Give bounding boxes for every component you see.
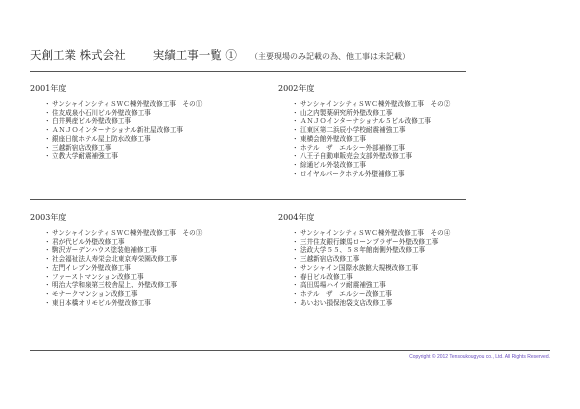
bullet-mark: ・ [292,126,299,135]
project-item [292,135,518,144]
bullet-mark: ・ [292,255,299,264]
project-item [292,126,518,135]
project-name: サンシャインシティＳＷＣ棟外壁改修工事 その③ [52,229,203,237]
project-name: 君が代ビル外壁改修工事 [52,237,125,246]
section-year: 2004年度 [278,213,315,222]
project-name: ＡＮＪＯインターナショナル５ビル改修工事 [300,117,432,126]
project-item [292,144,518,153]
bullet-mark: ・ [44,263,51,272]
project-name: 駒沢ガーデンハウス塗装他補修工事 [52,246,157,255]
bullet-mark: ・ [292,272,299,281]
project-item [292,229,518,238]
project-item [292,273,518,282]
project-name: ＡＮＪＯインターナショナル新社屋改修工事 [52,126,184,135]
project-item [292,246,518,255]
project-item [44,290,270,299]
project-name: 綜通ビル外装改修工事 [300,160,366,169]
project-item [44,117,270,126]
section-2002 [278,83,518,178]
bullet-mark: ・ [292,160,299,169]
bullet-mark: ・ [44,246,51,255]
project-list [292,229,518,307]
bullet-mark: ・ [292,246,299,255]
project-item [44,100,270,109]
document-header [30,44,410,63]
project-item [292,161,518,170]
bullet-mark: ・ [292,169,299,178]
project-name: ホテル ザ エルシー改修工事 [300,289,392,298]
bullet-mark: ・ [44,255,51,264]
project-name: 左門イレブン外壁改修工事 [52,263,131,272]
project-name: 東横会館外壁改修工事 [300,134,366,143]
bullet-mark: ・ [44,108,51,117]
project-name: 三井住友銀行練馬ローンプラザー外壁改修工事 [300,237,439,246]
project-item [292,299,518,308]
project-name: 社会福祉法人寿栄会北東京寿栄園改修工事 [52,255,178,264]
project-name: 立教大学耐震補強工事 [52,152,118,161]
bullet-mark: ・ [44,298,51,307]
project-item [44,144,270,153]
project-name: 山之内製薬研究所外壁改修工事 [300,108,393,117]
project-name: 東日本橋オリモビル外壁改修工事 [52,298,151,307]
bullet-mark: ・ [44,229,51,237]
project-item [44,229,270,238]
bullet-mark: ・ [44,100,51,108]
project-item [292,100,518,109]
bullet-mark: ・ [292,134,299,143]
project-name: 白井興産ビル外壁改修工事 [52,117,132,126]
bullet-mark: ・ [44,237,51,246]
project-item [44,152,270,161]
section-year: 2001年度 [30,84,67,93]
company-name: 天創工業 株式会社 [30,48,126,62]
project-item [292,264,518,273]
project-list [44,100,270,161]
bullet-mark: ・ [44,117,51,126]
top-divider [30,71,466,72]
project-item [292,117,518,126]
bottom-divider [30,350,550,351]
bullet-mark: ・ [44,126,51,135]
project-name: 三越新宿店改修工事 [52,143,112,152]
bullet-mark: ・ [292,108,299,117]
project-name: 住友成泉小石川ビル外壁改修工事 [52,108,151,117]
bullet-mark: ・ [44,281,51,290]
project-name: 八王子自動車販売会支部外壁改修工事 [300,152,413,161]
project-name: 江東区第二浜辰小学校耐震補強工事 [300,126,406,135]
project-name: 春日ビル改修工事 [300,272,353,281]
document-title: 実績工事一覧 ① [152,48,237,62]
project-name: ファーストマンション改修工事 [52,272,144,281]
bullet-mark: ・ [44,134,51,143]
project-item [292,290,518,299]
bullet-mark: ・ [292,263,299,272]
project-name: サンシャインシティＳＷＣ棟外壁改修工事 その① [52,100,203,108]
project-name: モナークマンション改修工事 [52,289,138,298]
bullet-mark: ・ [44,289,51,298]
project-item [292,255,518,264]
project-name: 法政大学５５、５８年館南側外壁改修工事 [300,246,426,255]
bullet-mark: ・ [292,237,299,246]
project-item [44,255,270,264]
project-name: 三越新宿店改修工事 [300,255,360,264]
bullet-mark: ・ [292,229,299,237]
project-name: ホテル ザ エルシー外部補修工事 [300,143,406,152]
project-name: サンシャインシティＳＷＣ棟外壁改修工事 その② [300,100,451,108]
project-item [44,135,270,144]
project-item [292,170,518,179]
section-year: 2002年度 [278,84,315,93]
section-2003 [30,212,270,307]
bullet-mark: ・ [292,117,299,126]
bullet-mark: ・ [292,152,299,161]
project-item [292,152,518,161]
bullet-mark: ・ [292,143,299,152]
project-list [44,229,270,307]
project-item [44,299,270,308]
bullet-mark: ・ [44,152,51,161]
bullet-mark: ・ [292,100,299,108]
section-2001 [30,83,270,161]
project-name: あいおい損保池袋支店改修工事 [300,298,393,307]
bullet-mark: ・ [44,272,51,281]
document-note: （主要現場のみ記載の為、他工事は未記載） [250,52,410,61]
section-2004 [278,212,518,307]
project-name: 明治大学和泉第三校舎屋上、外壁改修工事 [52,281,178,290]
project-item [44,246,270,255]
section-year: 2003年度 [30,213,67,222]
project-item [44,126,270,135]
bullet-mark: ・ [292,281,299,290]
project-list [292,100,518,178]
project-item [292,281,518,290]
middle-divider [30,199,466,200]
bullet-mark: ・ [44,143,51,152]
project-name: 高田馬場ハイツ耐震補強工事 [300,281,386,290]
project-item [44,264,270,273]
project-name: 銀座日航ホテル屋上防水改修工事 [52,134,151,143]
bullet-mark: ・ [292,298,299,307]
project-item [44,273,270,282]
project-item [44,281,270,290]
project-name: サンシャイン国際水族館大規模改修工事 [300,263,419,272]
copyright-notice: Copyright © 2012 Tensoukougyou co., Ltd. All Rights Reserved. [409,354,550,360]
bullet-mark: ・ [292,289,299,298]
project-name: サンシャインシティＳＷＣ棟外壁改修工事 その④ [300,229,451,237]
project-name: ロイヤルパークホテル外壁補修工事 [300,169,405,178]
